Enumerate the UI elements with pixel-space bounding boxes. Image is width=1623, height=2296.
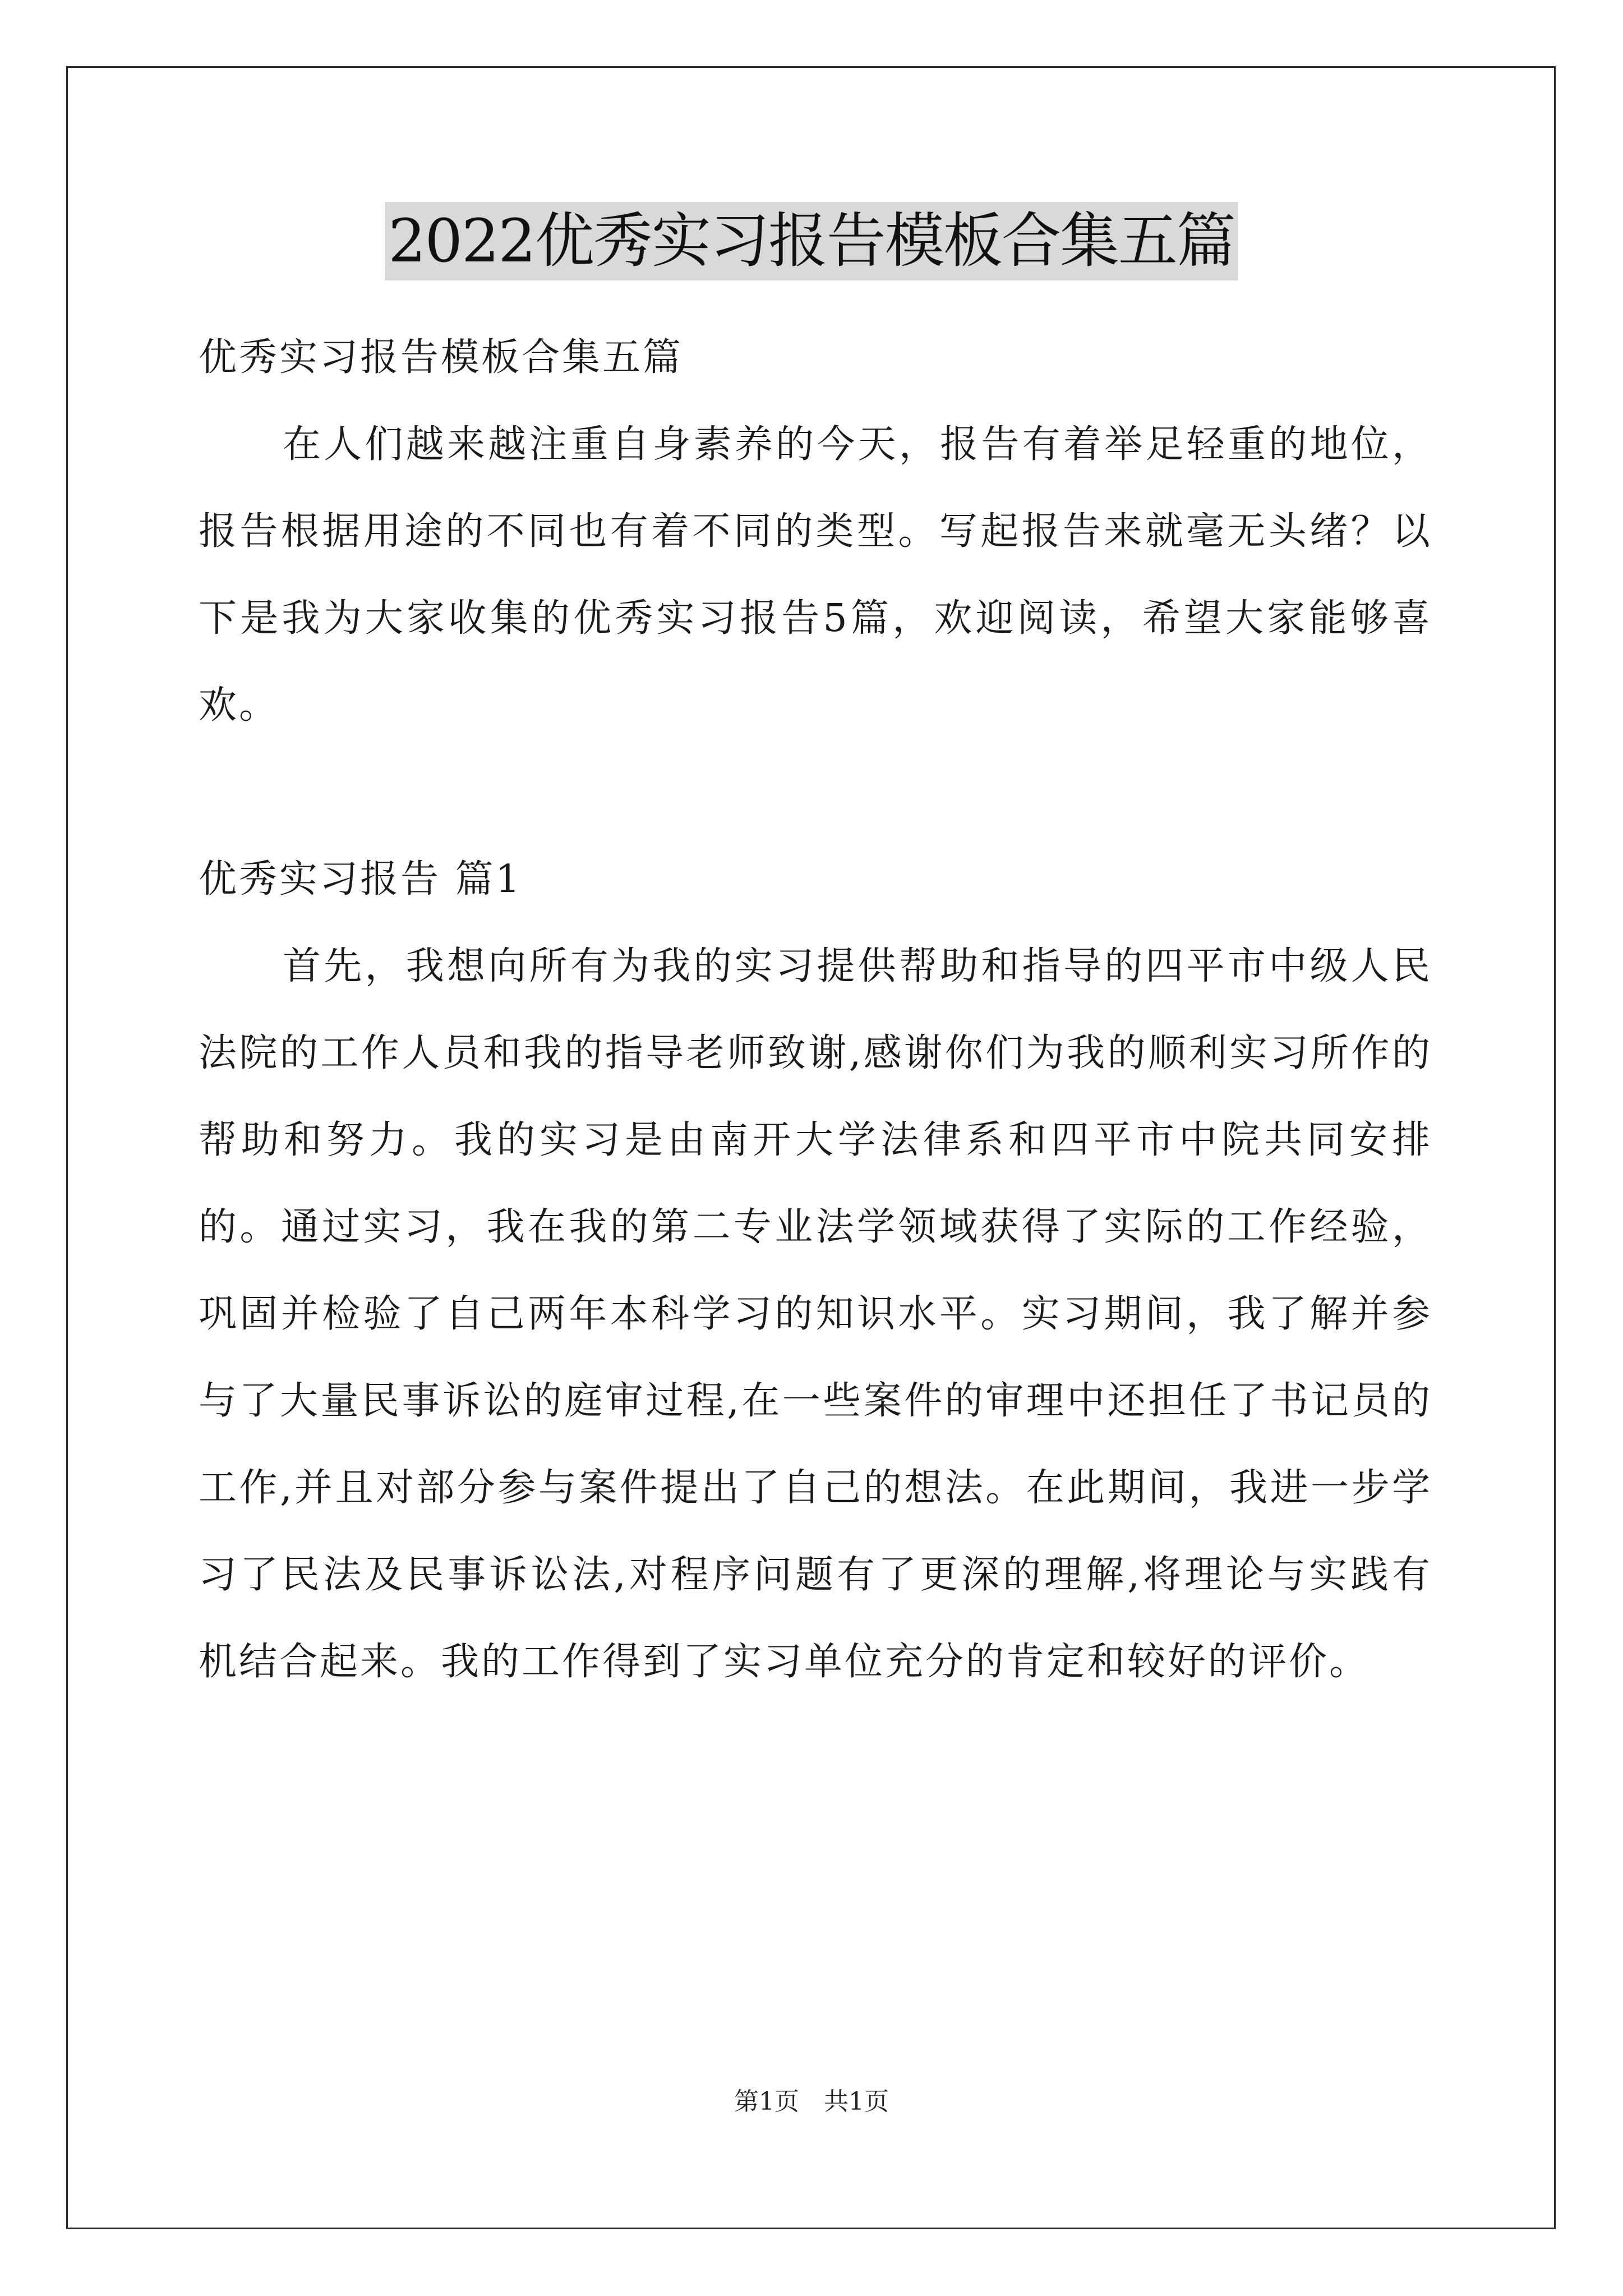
document-subtitle: 优秀实习报告模板合集五篇 [199, 335, 684, 380]
document-body [199, 314, 1432, 1705]
document-title: 2022优秀实习报告模板合集五篇 [385, 202, 1238, 280]
paragraph-spacer [199, 749, 1432, 836]
section-paragraph: 首先，我想向所有为我的实习提供帮助和指导的四平市中级人民法院的工作人员和我的指导老师致谢,感谢你们为我的顺利实习所作的帮助和努力。我的实习是由南开大学法律系和四平市中院共同安排的。通过实习，我在我的第二专业法学领域获得了实际的工作经验，巩固并检验了自己两年本科学习的知识水平。实习期间，我了解并参与了大量民事诉讼的庭审过程,在一些案件的审理中还担任了书记员的工作,并且对部分参与案件提出了自己的想法。在此期间，我进一步学习了民法及民事诉讼法,对程序问题有了更深的理解,将理论与实践有机结合起来。我的工作得到了实习单位充分的肯定和较好的评价。 [199, 944, 1432, 1684]
section-heading: 优秀实习报告 篇1 [199, 857, 522, 901]
page-footer: 第1页 共1页 [734, 2087, 889, 2116]
intro-paragraph: 在人们越来越注重自身素养的今天，报告有着举足轻重的地位，报告根据用途的不同也有着不同的类型。写起报告来就毫无头绪？以下是我为大家收集的优秀实习报告5篇，欢迎阅读，希望大家能够喜欢。 [199, 422, 1432, 728]
title-container [0, 202, 1623, 280]
